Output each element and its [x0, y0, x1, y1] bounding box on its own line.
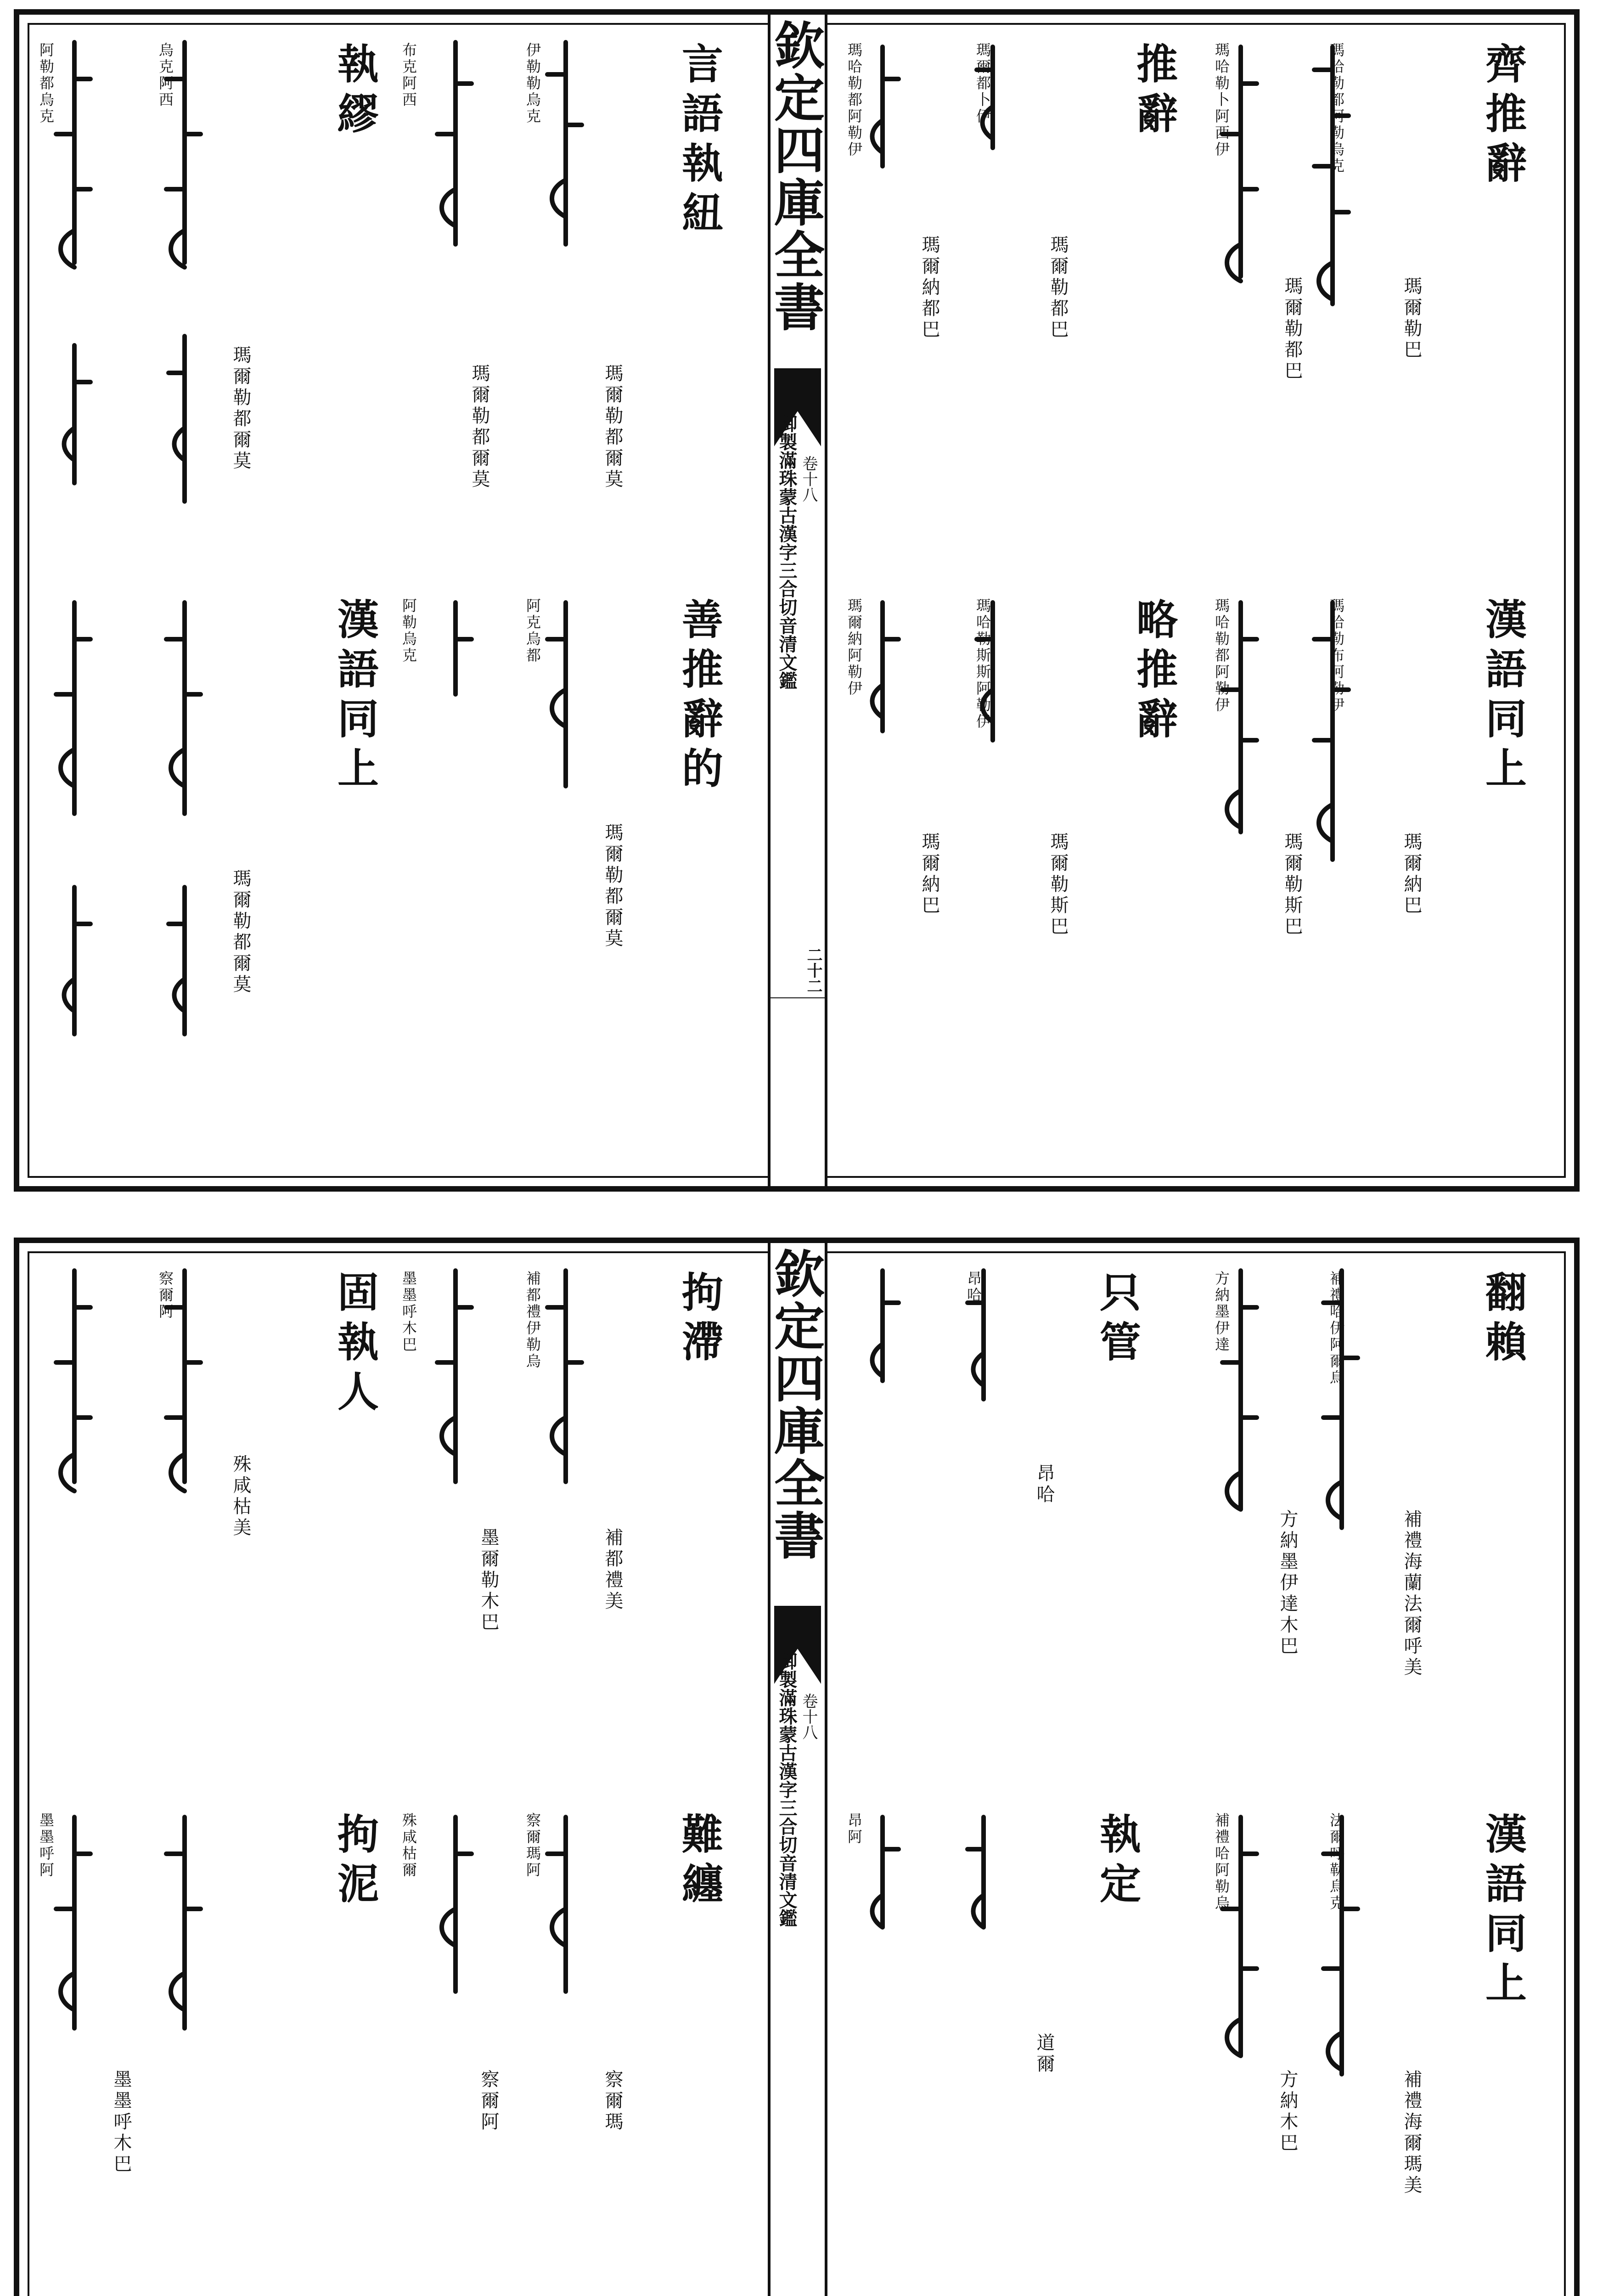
top-translit-3: 瑪哈勒布阿勒伊: [1327, 598, 1345, 714]
script-stroke: [547, 602, 566, 786]
bottom-headword-3: 只管: [1092, 1271, 1141, 1370]
script-stroke: [169, 336, 185, 501]
top-reading-1: 瑪爾勒巴: [1401, 276, 1422, 361]
bottom-headword-6: 難纏: [675, 1812, 723, 1912]
top-translit-9: 伊勒勒烏克: [524, 42, 541, 125]
top-translit-13: 烏克阿西: [157, 42, 174, 108]
script-stroke: [166, 1817, 201, 2028]
bottom-reading-11: 殊咸枯美: [230, 1454, 251, 1539]
top-reading-13: 瑪爾勒都爾莫: [230, 869, 251, 996]
bottom-translit-3: 方納墨伊達: [1213, 1271, 1230, 1353]
bottom-reading-10: 察爾阿: [478, 2070, 499, 2133]
bottom-translit-1: 補禮哈伊阿爾烏: [1327, 1271, 1345, 1386]
bottom-translit-9: 察爾瑪阿: [524, 1812, 541, 1879]
top-headword-4: 略推辭: [1129, 598, 1178, 747]
script-stroke: [547, 1271, 582, 1482]
top-reading-6: 瑪爾納都巴: [919, 235, 940, 341]
top-headword-6: 善推辭的: [675, 598, 723, 796]
top-reading-9: 瑪爾勒都爾莫: [602, 364, 623, 490]
bottom-reading-3: 方納墨伊達木巴: [1277, 1509, 1298, 1657]
top-headword-7: 執繆: [330, 42, 379, 141]
top-translit-11: 布克阿西: [400, 42, 417, 108]
bottom-reading-4: 方納木巴: [1277, 2070, 1298, 2154]
bottom-translit-4: 補禮哈阿勒烏: [1213, 1812, 1230, 1912]
top-reading-7: 瑪爾勒斯巴: [1047, 832, 1069, 938]
top-spine-book-title: 御製滿珠蒙古漢字三合切音清文鑑: [776, 414, 798, 690]
script-stroke: [442, 1817, 472, 1992]
bottom-translit-10: 殊咸枯爾: [400, 1812, 417, 1879]
script-stroke: [1314, 47, 1349, 304]
top-headword-8: 漢語同上: [330, 598, 379, 796]
top-translit-8: 瑪爾納阿勒伊: [845, 598, 863, 697]
script-stroke: [1222, 47, 1257, 281]
script-stroke: [1314, 602, 1349, 860]
script-stroke: [456, 602, 472, 694]
bottom-reading-7: 補都禮美: [602, 1528, 623, 1612]
bottom-translit-2: 法爾呼勒烏克: [1327, 1812, 1345, 1912]
bottom-translit-6: 昂阿: [845, 1812, 863, 1846]
script-stroke: [437, 1271, 472, 1482]
top-translit-6: 瑪哈勒都阿勒伊: [845, 42, 863, 158]
top-reading-4: 瑪爾勒斯巴: [1282, 832, 1303, 938]
top-script-columns: [19, 15, 1574, 1187]
top-translit-10: 阿克烏都: [524, 598, 541, 664]
script-stroke: [1323, 1271, 1358, 1528]
top-page: [14, 9, 1580, 1192]
bottom-reading-12: 墨墨呼木巴: [111, 2070, 132, 2175]
bottom-script-svg: [19, 1243, 1574, 2296]
script-stroke: [872, 1271, 899, 1381]
bottom-page: [14, 1238, 1580, 2296]
bottom-spine-juan: 卷十八: [799, 1693, 818, 1740]
script-stroke: [56, 42, 90, 267]
script-stroke: [166, 1271, 201, 1491]
bottom-translit-11: 察爾阿: [157, 1271, 174, 1320]
script-stroke: [547, 42, 582, 244]
script-stroke: [547, 1817, 566, 1992]
top-translit-2: 瑪哈勒卜阿西伊: [1213, 42, 1230, 158]
script-stroke: [64, 345, 91, 483]
script-stroke: [437, 42, 472, 244]
top-reading-11: 瑪爾勒都爾莫: [469, 364, 490, 490]
top-spine-title: 欽定四庫全書: [766, 19, 825, 333]
script-stroke: [166, 602, 201, 814]
script-stroke: [56, 602, 90, 814]
script-stroke: [169, 887, 185, 1034]
bottom-translit-8: 墨墨呼木巴: [400, 1271, 417, 1353]
bottom-translit-7: 補都禮伊勒烏: [524, 1271, 541, 1370]
script-stroke: [967, 1271, 984, 1399]
bottom-reading-8: 墨爾勒木巴: [478, 1528, 499, 1633]
script-stroke: [1222, 1817, 1257, 2056]
bottom-reading-5: 昂哈: [1034, 1463, 1055, 1506]
script-stroke: [977, 602, 993, 740]
top-translit-4: 瑪哈勒都阿勒伊: [1213, 598, 1230, 714]
script-stroke: [166, 42, 201, 267]
bottom-headword-1: 翻賴: [1478, 1271, 1527, 1370]
top-reading-2: 瑪爾勒都巴: [1282, 276, 1303, 382]
top-script-svg: [19, 15, 1574, 1186]
bottom-script-columns: [19, 1243, 1574, 2296]
top-translit-12: 阿勒烏克: [400, 598, 417, 664]
top-reading-3: 瑪爾納巴: [1401, 832, 1422, 917]
script-stroke: [967, 1817, 984, 1927]
script-stroke: [56, 1271, 90, 1491]
script-stroke: [872, 602, 899, 731]
top-translit-14: 阿勒都烏克: [37, 42, 55, 125]
top-headword-5: 言語執紐: [675, 42, 723, 241]
top-translit-1: 瑪哈勒都阿勒烏克: [1327, 42, 1345, 174]
script-stroke: [1222, 602, 1257, 832]
top-translit-5: 瑪爾都卜伊: [974, 42, 991, 125]
bottom-headword-2: 漢語同上: [1478, 1812, 1527, 2011]
bottom-headword-8: 拘泥: [330, 1812, 379, 1912]
script-stroke: [1323, 1817, 1358, 2074]
top-translit-7: 瑪哈勒斯斯阿勒伊: [974, 598, 991, 730]
top-headword-3: 推辭: [1129, 42, 1178, 141]
bottom-translit-12: 墨墨呼阿: [37, 1812, 55, 1879]
top-headword-1: 齊推辭: [1478, 42, 1527, 191]
bottom-translit-5: 昂哈: [965, 1271, 982, 1304]
bottom-spine-book-title: 御製滿珠蒙古漢字三合切音清文鑑: [776, 1652, 798, 1927]
script-stroke: [872, 47, 899, 166]
bottom-spine-title: 欽定四庫全書: [766, 1248, 825, 1562]
bottom-reading-6: 道爾: [1034, 2033, 1055, 2075]
top-reading-10: 瑪爾勒都爾莫: [602, 823, 623, 950]
bottom-reading-9: 察爾瑪: [602, 2070, 623, 2133]
bottom-reading-1: 補禮海蘭法爾呼美: [1401, 1509, 1422, 1678]
bottom-headword-4: 執定: [1092, 1812, 1141, 1912]
top-reading-12: 瑪爾勒都爾莫: [230, 345, 251, 472]
script-stroke: [977, 47, 993, 148]
script-stroke: [872, 1817, 899, 1927]
script-stroke: [56, 1817, 90, 2028]
script-stroke: [64, 887, 91, 1034]
bottom-headword-5: 拘滯: [675, 1271, 723, 1370]
top-headword-2: 漢語同上: [1478, 598, 1527, 796]
top-spine-juan: 卷十八: [799, 456, 818, 502]
bottom-reading-2: 補禮海爾瑪美: [1401, 2070, 1422, 2196]
bottom-headword-7: 固執人: [330, 1271, 379, 1419]
top-spine-folio: 二十二: [804, 947, 822, 994]
top-reading-5: 瑪爾勒都巴: [1047, 235, 1069, 341]
top-reading-8: 瑪爾納巴: [919, 832, 940, 917]
script-stroke: [1222, 1271, 1257, 1509]
